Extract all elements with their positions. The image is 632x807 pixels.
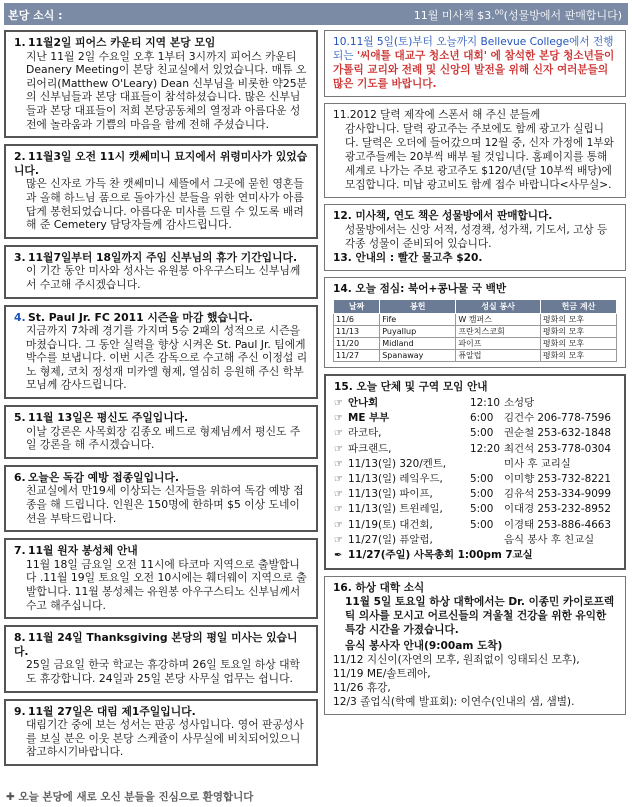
notice-7-body: 11월 18일 금요일 오전 11시에 타코마 지역으로 출발합니다 .11월 19일 토요일 오전 10시에는 훼더웨이 지역으로 출발합니다. 11월 봉성체는 유원봉 아우구스티노 신부님께서 수고 해주십니다.: [26, 557, 307, 612]
notice-12-body: 성물방에서는 신앙 서적, 성경책, 성가책, 기도서, 고상 등 각종 성물이 준비되어 있습니다.: [345, 224, 608, 250]
table-row: 11/27 Spanaway 퓨알럽 평화의 모후: [334, 350, 617, 362]
notice-3: 3. 11월7일부터 18일까지 주임 신부님의 휴가 기간입니다. 이 기간 동안 미사와 성사는 유원봉 아우구스티노 신부님께서 수고해 주시겠습니다.: [4, 245, 318, 299]
notice-13: 13. 안내의 : 빨간 물고추 $20.: [333, 252, 483, 264]
pointer-icon: ☞: [334, 443, 343, 455]
notice-4-body: 지금까지 7차례 경기를 가지며 5승 2패의 성적으로 시즌을 마쳤습니다. 그 동안 실력을 향상 시켜온 St. Paul Jr. 팀에게 박수를 보냅니다. 이번 시즌 감독으로 수고해 주신 이정섭 리노 형제, 코치 정성재 미카엘 형제, 열심히 응원해 주신 학부모님께 감사드립니다.: [26, 324, 308, 392]
notice-6: 6. 오늘은 독감 예방 접종일입니다. 친교실에서 만19세 이상되는 신자들을 위하여 독감 예방 접종을 해 드립니다. 인원은 150명에 한하며 $5 이상 도네이션을 부탁드립니다.: [4, 465, 318, 532]
notice-3-heading: 11월7일부터 18일까지 주임 신부님의 휴가 기간입니다.: [28, 250, 298, 264]
notice-5: 5. 11월 13일은 평신도 주일입니다. 이날 강론은 사목회장 김종오 베드로 형제님께서 평신도 주일 강론을 해 주시겠습니다.: [4, 405, 318, 459]
volunteer-line: 11/19 ME/솔트레아,: [333, 668, 431, 681]
notice-8: 8. 11월 24일 Thanksgiving 본당의 평일 미사는 있습니다. 25일 금요일 한국 학교는 휴강하며 26일 토요일 하상 대학도 휴강합니다. 24일과 25일 본당 사무실 업무는 쉽니다.: [4, 625, 318, 692]
pointer-icon: ☞: [334, 504, 343, 516]
left-column: [4, 30, 318, 772]
schedule-row-general-meeting: ✒ 11/27(주일) 사목총회 1:00pm 7교실: [334, 548, 616, 563]
schedule-row: ☞ 11/13(일) 320/켄트, 미사 후 교리실: [334, 457, 616, 472]
notice-6-body: 친교실에서 만19세 이상되는 신자들을 위하여 독감 예방 접종을 해 드립니다. 인원은 150명에 한하며 $5 이상 도네이션을 부탁드립니다.: [26, 484, 304, 525]
notice-15: [324, 374, 626, 570]
welcome-footer: ✚ 오늘 본당에 새로 오신 분들을 진심으로 환영합니다: [6, 791, 254, 803]
notice-7: 7. 11월 원자 봉성체 안내 11월 18일 금요일 오전 11시에 타코마 지역으로 출발합니다 .11월 19일 토요일 오전 10시에는 훼더웨이 지역으로 출발합니다. 11월 봉성체는 유원봉 아우구스티노 신부님께서 수고 해주십니다.: [4, 538, 318, 619]
notice-10-lead: 10.11월 5일(토)부터 오늘까지 Bellevue College에서 전행되는: [333, 36, 614, 62]
notice-14: [324, 277, 626, 368]
notice-16-subheading: 음식 봉사자 안내(9:00am 도착): [345, 640, 503, 653]
pointer-icon: ☞: [334, 534, 343, 546]
volunteer-line: 11/12 지신이(자연의 모후, 원죄없이 잉태되신 모후),: [333, 654, 580, 667]
notice-10-text: '씨애틀 대교구 청소년 대회' 에 참석한 본당 청소년들이 가톨릭 교리와 전례 및 신앙의 발전을 위해 신자 여러분들의 많은 기도를 바랍니다.: [333, 50, 615, 90]
notice-6-heading: 오늘은 독감 예방 접종일입니다.: [28, 470, 179, 484]
header-info: 11월 미사책 $3.00(성물방에서 판매합니다): [413, 8, 622, 22]
notice-9: 9. 11월 27일은 대림 제1주일입니다. 대림기간 중에 보는 성서는 판공 성사입니다. 영어 판공성사를 보실 분은 이웃 본당 스케쥴이 사무실에 비치되어있으니 참고하시기바랍니다.: [4, 699, 318, 766]
pen-icon: ✒: [334, 550, 343, 562]
notice-15-heading: 15. 오늘 단체 및 구역 모임 안내: [334, 381, 488, 393]
notice-12: [324, 204, 626, 271]
notice-1: 1. 11월2일 피어스 카운티 지역 본당 모임 지난 11월 2일 수요일 오후 1부터 3시까지 피어스 카운티 Deanery Meeting이 본당 친교실에서 있었습니다. 매튜 오리어리(Matthew O'Leary) Dean 신부님을 비롯한 약25분의 신부님들과 본당 대표들이 참석하셨습니다. 많은 신부님들과 본당 대표들이 저희 본당공동체의 열정과 아름다운 성전에 놀라움과 기쁨의 마음을 함께 전해 주셨습니다.: [4, 30, 318, 138]
notice-16: [324, 576, 626, 715]
notice-2: 2. 11월3일 오전 11시 캣쎄미니 묘지에서 위령미사가 있었습니다. 많은 신자로 가득 찬 캣쎄미니 세뜰에서 그곳에 묻힌 영혼들과 올해 하느님 품으로 돌아가신 분들을 위한 연미사가 아름답게 봉헌되었습니다. 아름다운 미사를 드릴 수 있도록 배려해 준 Cemetery 담당자들께 감사드립니다.: [4, 144, 318, 239]
notice-2-heading: 11월3일 오전 11시 캣쎄미니 묘지에서 위령미사가 있었습니다.: [14, 150, 308, 177]
volunteer-line: 12/3 졸업식(학예 발표회): 이연수(인내의 샘, 샘별).: [333, 696, 575, 709]
pointer-icon: ☞: [334, 489, 343, 501]
notice-4: 4. St. Paul Jr. FC 2011 시즌을 마감 했습니다. 지금까지 7차례 경기를 가지며 5승 2패의 성적으로 시즌을 마쳤습니다. 그 동안 실력을 향상 시켜온 St. Paul Jr. 팀에게 박수를 보냅니다. 이번 시즌 감독으로 수고해 주신 이정섭 리노 형제, 코치 정성재 미카엘 형제, 열심히 응원해 주신 학부모님께 감사드립니다.: [4, 305, 318, 400]
schedule-row: ☞ 11/13(일) 트윈레일, 5:00 이대경 253-232-8952: [334, 502, 616, 517]
schedule-row: ☞ 11/27(일) 퓨알럽, 음식 봉사 후 친교실: [334, 533, 616, 548]
table-row: 11/6 Fife W 캠퍼스 평화의 모후: [334, 314, 617, 326]
schedule-row: ☞ 라코타, 5:00 권순철 253-632-1848: [334, 426, 616, 441]
notice-16-heading: 16. 하상 대학 소식: [333, 582, 425, 595]
notice-4-heading: St. Paul Jr. FC 2011 시즌을 마감 했습니다.: [28, 310, 253, 324]
schedule-row: ☞ 11/13(일) 레잌우드, 5:00 이미향 253-732-8221: [334, 472, 616, 487]
schedule-row: ☞ 안나회 12:10 소성당: [334, 396, 616, 411]
notice-12-heading: 12. 미사책, 연도 책은 성물방에서 판매합니다.: [333, 210, 553, 222]
service-table: 날짜 봉헌 성실 봉사 헌금 계산 11/6 Fife W 캠퍼스 평화의 모후 11/13 Puyallup 프란치스코회 평화의 모후 11/20 Midland 파이프 평화의 모후 11/27 Spanaway 퓨알럽 평화의 모후: [333, 299, 617, 362]
notice-16-body: 11월 5일 토요일 하상 대학에서는 Dr. 이종민 카이로프렉틱 의사를 모시고 어르신들의 겨울철 건강을 위한 유익한 특강 시간을 가졌습니다.: [345, 596, 615, 637]
notice-3-body: 이 기간 동안 미사와 성사는 유원봉 아우구스티노 신부님께서 수고해 주시겠습니다.: [26, 264, 301, 291]
notice-5-body: 이날 강론은 사목회장 김종오 베드로 형제님께서 평신도 주일 강론을 해 주시겠습니다.: [26, 424, 301, 452]
header-title: 본당 소식 :: [8, 9, 63, 22]
notice-1-heading: 11월2일 피어스 카운티 지역 본당 모임: [28, 36, 216, 49]
header-bar: [4, 3, 628, 25]
schedule-row: ☞ 11/19(토) 대건회, 5:00 이경태 253-886-4663: [334, 518, 616, 533]
schedule-row: ☞ ME 부부 6:00 김건수 206-778-7596: [334, 411, 616, 426]
notice-10: [324, 30, 626, 97]
volunteer-line: 11/26 휴강,: [333, 682, 391, 695]
notice-8-heading: 11월 24일 Thanksgiving 본당의 평일 미사는 있습니다.: [14, 631, 298, 658]
notice-1-body: 지난 11월 2일 수요일 오후 1부터 3시까지 피어스 카운티 Deanery Meeting이 본당 친교실에서 있었습니다. 매튜 오리어리(Matthew O'Leary) Dean 신부님을 비롯한 약25분의 신부님들과 본당 대표들이 참석하셨습니다. 많은 신부님들과 본당 대표들이 저희 본당공동체의 열정과 아름다운 성전에 놀라움과 기쁨의 마음을 함께 전해 주셨습니다.: [26, 49, 307, 131]
notice-11-body: 감사합니다. 달력 광고주는 주보에도 함께 광고가 실립니다. 달력은 오더에 들어갔으며 12월 중, 신자 가정에 1부와 광고주들께는 20부씩 배부 될 것입니다. 홈페이지를 통해 세계로 나가는 주보 광고주도 $120/년(달 10부씩 배당)에 모집합니다. 미납 광고비도 함께 접수 바랍니다<사무실>.: [345, 123, 614, 191]
pointer-icon: ☞: [334, 458, 343, 470]
notice-2-body: 많은 신자로 가득 찬 캣쎄미니 세뜰에서 그곳에 묻힌 영혼들과 올해 하느님 품으로 돌아가신 분들을 위한 연미사가 아름답게 봉헌되었습니다. 아름다운 미사를 드릴 수 있도록 배려해 준 Cemetery 담당자들께 감사드립니다.: [26, 177, 304, 232]
pointer-icon: ☞: [334, 474, 343, 486]
schedule-row: ☞ 11/13(일) 파이프, 5:00 김유석 253-334-9099: [334, 487, 616, 502]
schedule-row: ☞ 파크랜드, 12:20 최건석 253-778-0304: [334, 442, 616, 457]
pointer-icon: ☞: [334, 413, 343, 425]
pointer-icon: ☞: [334, 428, 343, 440]
pointer-icon: ☞: [334, 519, 343, 531]
notice-11: [324, 103, 626, 198]
notice-7-heading: 11월 원자 봉성체 안내: [28, 544, 138, 558]
notice-8-body: 25일 금요일 한국 학교는 휴강하며 26일 토요일 하상 대학도 휴강합니다. 24일과 25일 본당 사무실 업무는 쉽니다.: [26, 658, 300, 685]
notice-9-body: 대림기간 중에 보는 성서는 판공 성사입니다. 영어 판공성사를 보실 분은 이웃 본당 스케쥴이 사무실에 비치되어있으니 참고하시기바랍니다.: [26, 718, 304, 759]
table-row: 11/20 Midland 파이프 평화의 모후: [334, 338, 617, 350]
notice-9-heading: 11월 27일은 대림 제1주일입니다.: [28, 704, 196, 718]
pointer-icon: ☞: [334, 398, 343, 409]
notice-5-heading: 11월 13일은 평신도 주일입니다.: [28, 411, 189, 425]
right-column: [324, 30, 626, 721]
notice-14-heading: 14. 오늘 점심: 북어+콩나물 국 백반: [333, 283, 507, 295]
notice-11-heading: 11.2012 달력 제작에 스폰서 해 주신 분들께: [333, 109, 541, 121]
table-row: 11/13 Puyallup 프란치스코회 평화의 모후: [334, 326, 617, 338]
